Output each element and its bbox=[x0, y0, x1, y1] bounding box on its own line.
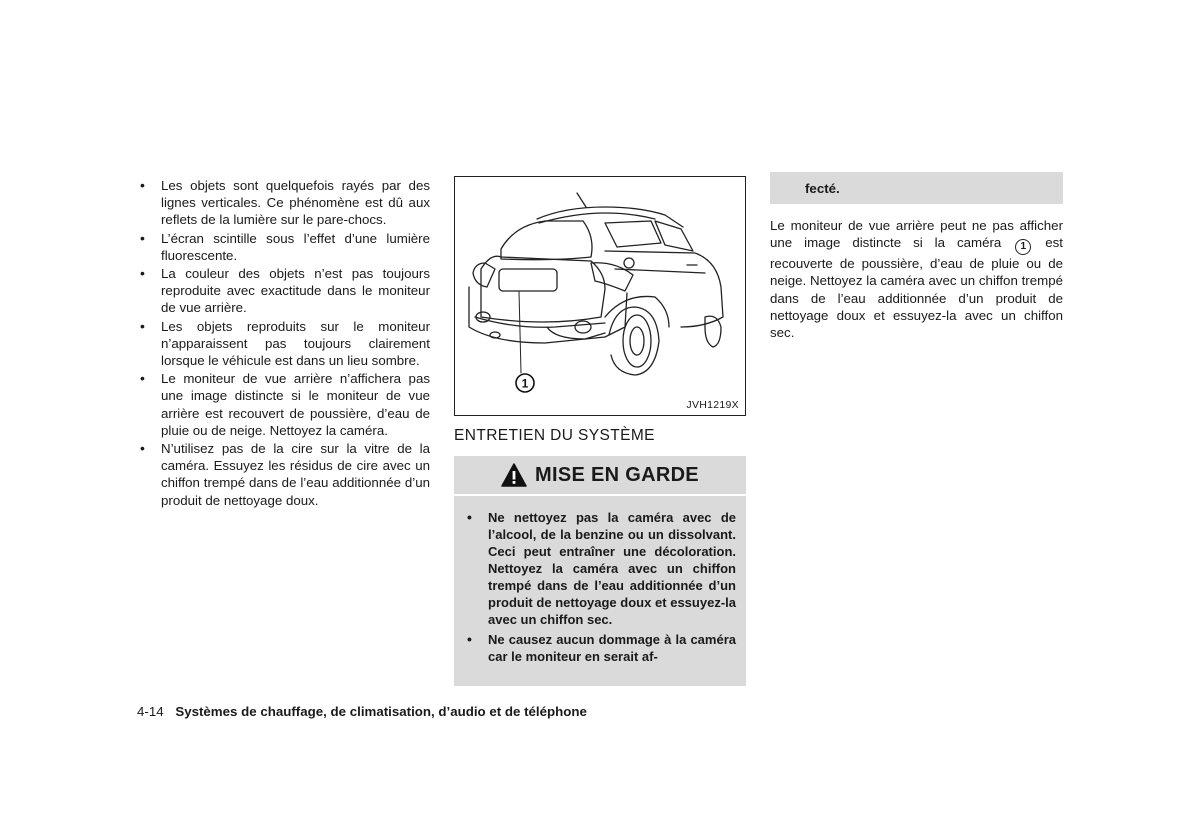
paragraph-text: est recouverte de poussière, d’eau de pluie ou de neige. Nettoyez la caméra avec un chiffon trempé dans de l’eau additionnée d’un produit de nettoyage doux et essuyez-la avec un chiffon sec. bbox=[770, 235, 1063, 341]
list-item: • L’écran scintille sous l’effet d’une lumière fluorescente. bbox=[137, 230, 430, 264]
rear-camera-figure bbox=[454, 176, 746, 416]
list-item: • Le moniteur de vue arrière n’affichera pas une image distincte si le moniteur de vue arrière est recouvert de poussière, d’eau de pluie ou de neige. Nettoyez la caméra. bbox=[137, 370, 430, 439]
list-item: • Les objets sont quelquefois rayés par des lignes verticales. Ce phénomène est dû aux reflets de la lumière sur le pare-chocs. bbox=[137, 177, 430, 229]
chapter-title: Systèmes de chauffage, de climatisation, d’audio et de téléphone bbox=[175, 704, 587, 719]
paragraph-text: Le moniteur de vue arrière peut ne pas afficher une image distincte si la caméra bbox=[770, 218, 1063, 251]
caution-continued-text: fecté. bbox=[805, 181, 840, 196]
left-column bbox=[137, 177, 430, 510]
figure-code: JVH1219X bbox=[686, 399, 739, 411]
list-item: • N’utilisez pas de la cire sur la vitre de la caméra. Essuyez les résidus de cire avec un chiffon trempé dans de l’eau additionnée d’un produit de nettoyage doux. bbox=[137, 440, 430, 509]
list-item: • Ne causez aucun dommage à la caméra car le moniteur en serait af- bbox=[464, 631, 736, 665]
list-item: • La couleur des objets n’est pas toujours reproduite avec exactitude dans le moniteur de vue arrière. bbox=[137, 265, 430, 317]
car-rear-illustration bbox=[455, 177, 745, 415]
list-item: • Ne nettoyez pas la caméra avec de l’alcool, de la benzine ou un dissolvant. Ceci peut entraîner une décoloration. Nettoyez la caméra avec un chiffon trempé dans de l’eau additionnée d’un produit de nettoyage doux et essuyez-la avec un chiffon sec. bbox=[464, 509, 736, 628]
callout-1-inline: 1 bbox=[1015, 239, 1031, 255]
caution-list bbox=[464, 509, 736, 668]
section-title: ENTRETIEN DU SYSTÈME bbox=[454, 427, 655, 444]
caution-header bbox=[454, 456, 746, 496]
caution-continued-box bbox=[770, 172, 1063, 204]
callout-1 bbox=[516, 374, 534, 392]
maintenance-paragraph bbox=[770, 217, 1063, 341]
caution-title: MISE EN GARDE bbox=[535, 463, 699, 486]
list-item: • Les objets reproduits sur le moniteur n’apparaissent pas toujours clairement lorsque le véhicule est dans un lieu sombre. bbox=[137, 318, 430, 370]
caution-box bbox=[454, 456, 746, 686]
warning-icon bbox=[501, 463, 527, 487]
svg-text:1: 1 bbox=[521, 376, 529, 391]
page-footer bbox=[137, 704, 587, 719]
page-number: 4-14 bbox=[137, 704, 164, 719]
limitations-list bbox=[137, 177, 430, 509]
